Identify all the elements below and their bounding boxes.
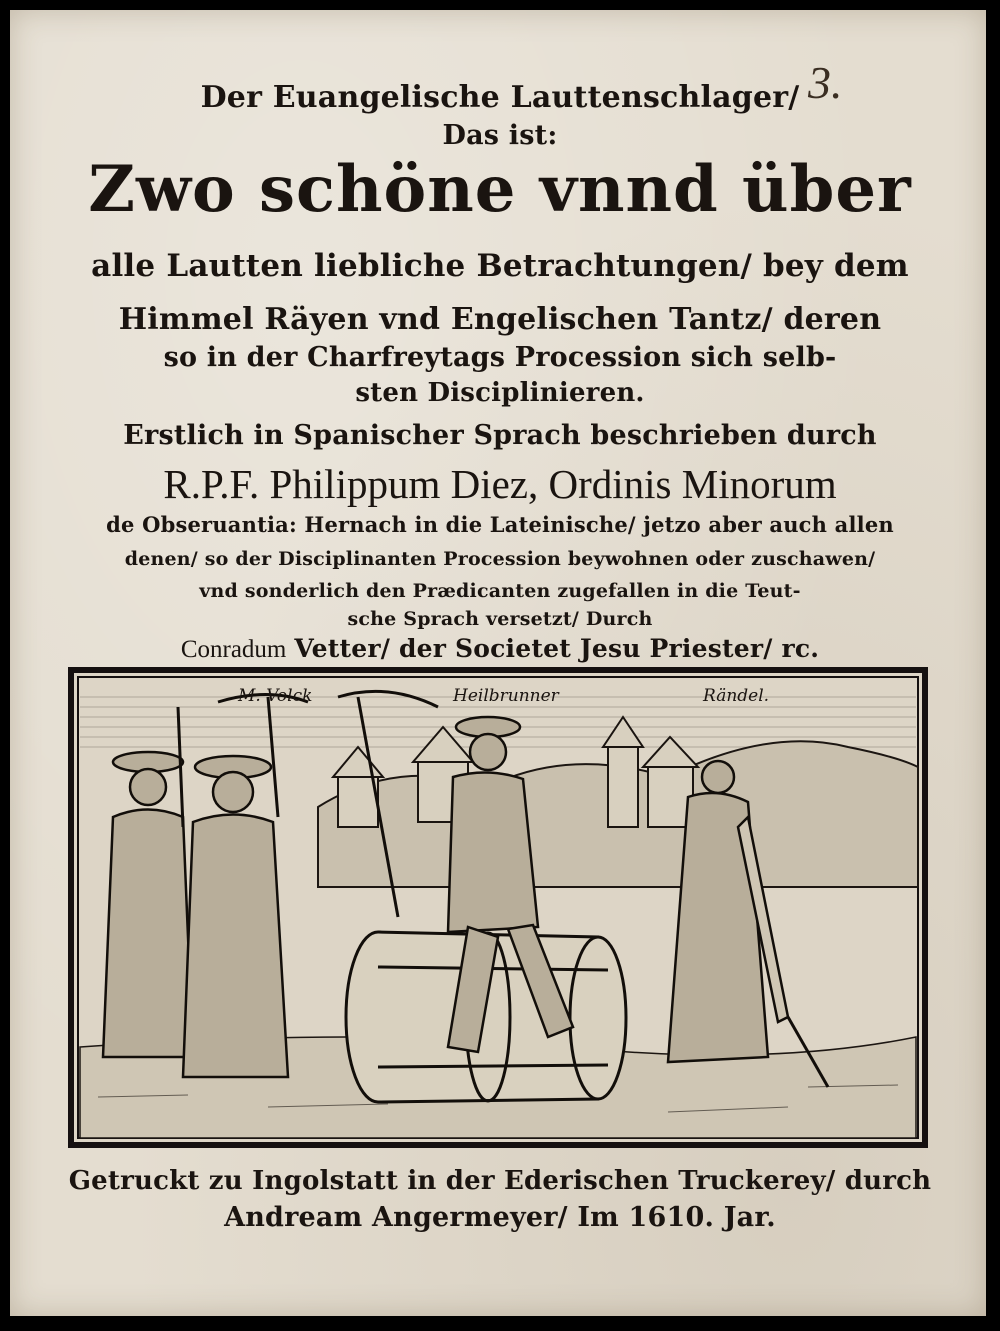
translation-line-3: vnd sonderlich den Prædicanten zugefallen in die Teut- xyxy=(199,580,801,602)
imprint-line-1: Getruckt zu Ingolstatt in der Ederischen Truckerey/ durch xyxy=(68,1166,932,1196)
title-line-6: so in der Charfreytags Procession sich selb- xyxy=(163,342,837,373)
woodcut-label-right: Rändel. xyxy=(703,686,770,706)
translation-line-2: denen/ so der Disciplinanten Procession beywohnen oder zuschawen/ xyxy=(124,548,876,570)
title-line-2: Das ist: xyxy=(442,120,558,151)
title-line-7: sten Disciplinieren. xyxy=(355,378,645,408)
page-number: 3. xyxy=(808,57,843,108)
translation-line-1: de Obseruantia: Hernach in die Lateinische/ jetzo aber auch allen xyxy=(106,512,894,537)
imprint-line-2: Andream Angermeyer/ Im 1610. Jar. xyxy=(224,1202,776,1233)
main-title: Zwo schöne vnnd über xyxy=(88,152,912,227)
woodcut-label-center: Heilbrunner xyxy=(453,686,559,706)
translation-line-4: sche Sprach versetzt/ Durch xyxy=(347,608,653,630)
translator-line xyxy=(0,634,1000,664)
translator-prefix: Conradum xyxy=(180,636,287,663)
author-intro: Erstlich in Spanischer Sprach beschrieben durch xyxy=(123,420,877,451)
title-line-4: alle Lautten liebliche Betrachtungen/ bey dem xyxy=(91,248,909,284)
title-line-1: Der Euangelische Lauttenschlager/ xyxy=(200,80,800,115)
translator-name: Vetter/ der Societet Jesu Priester/ rc. xyxy=(294,634,820,663)
title-line-5: Himmel Räyen vnd Engelischen Tantz/ deren xyxy=(118,302,882,337)
woodcut-illustration xyxy=(68,667,928,1148)
author-name: R.P.F. Philippum Diez, Ordinis Minorum xyxy=(163,461,837,507)
woodcut-label-left: M. Volck xyxy=(238,686,313,706)
